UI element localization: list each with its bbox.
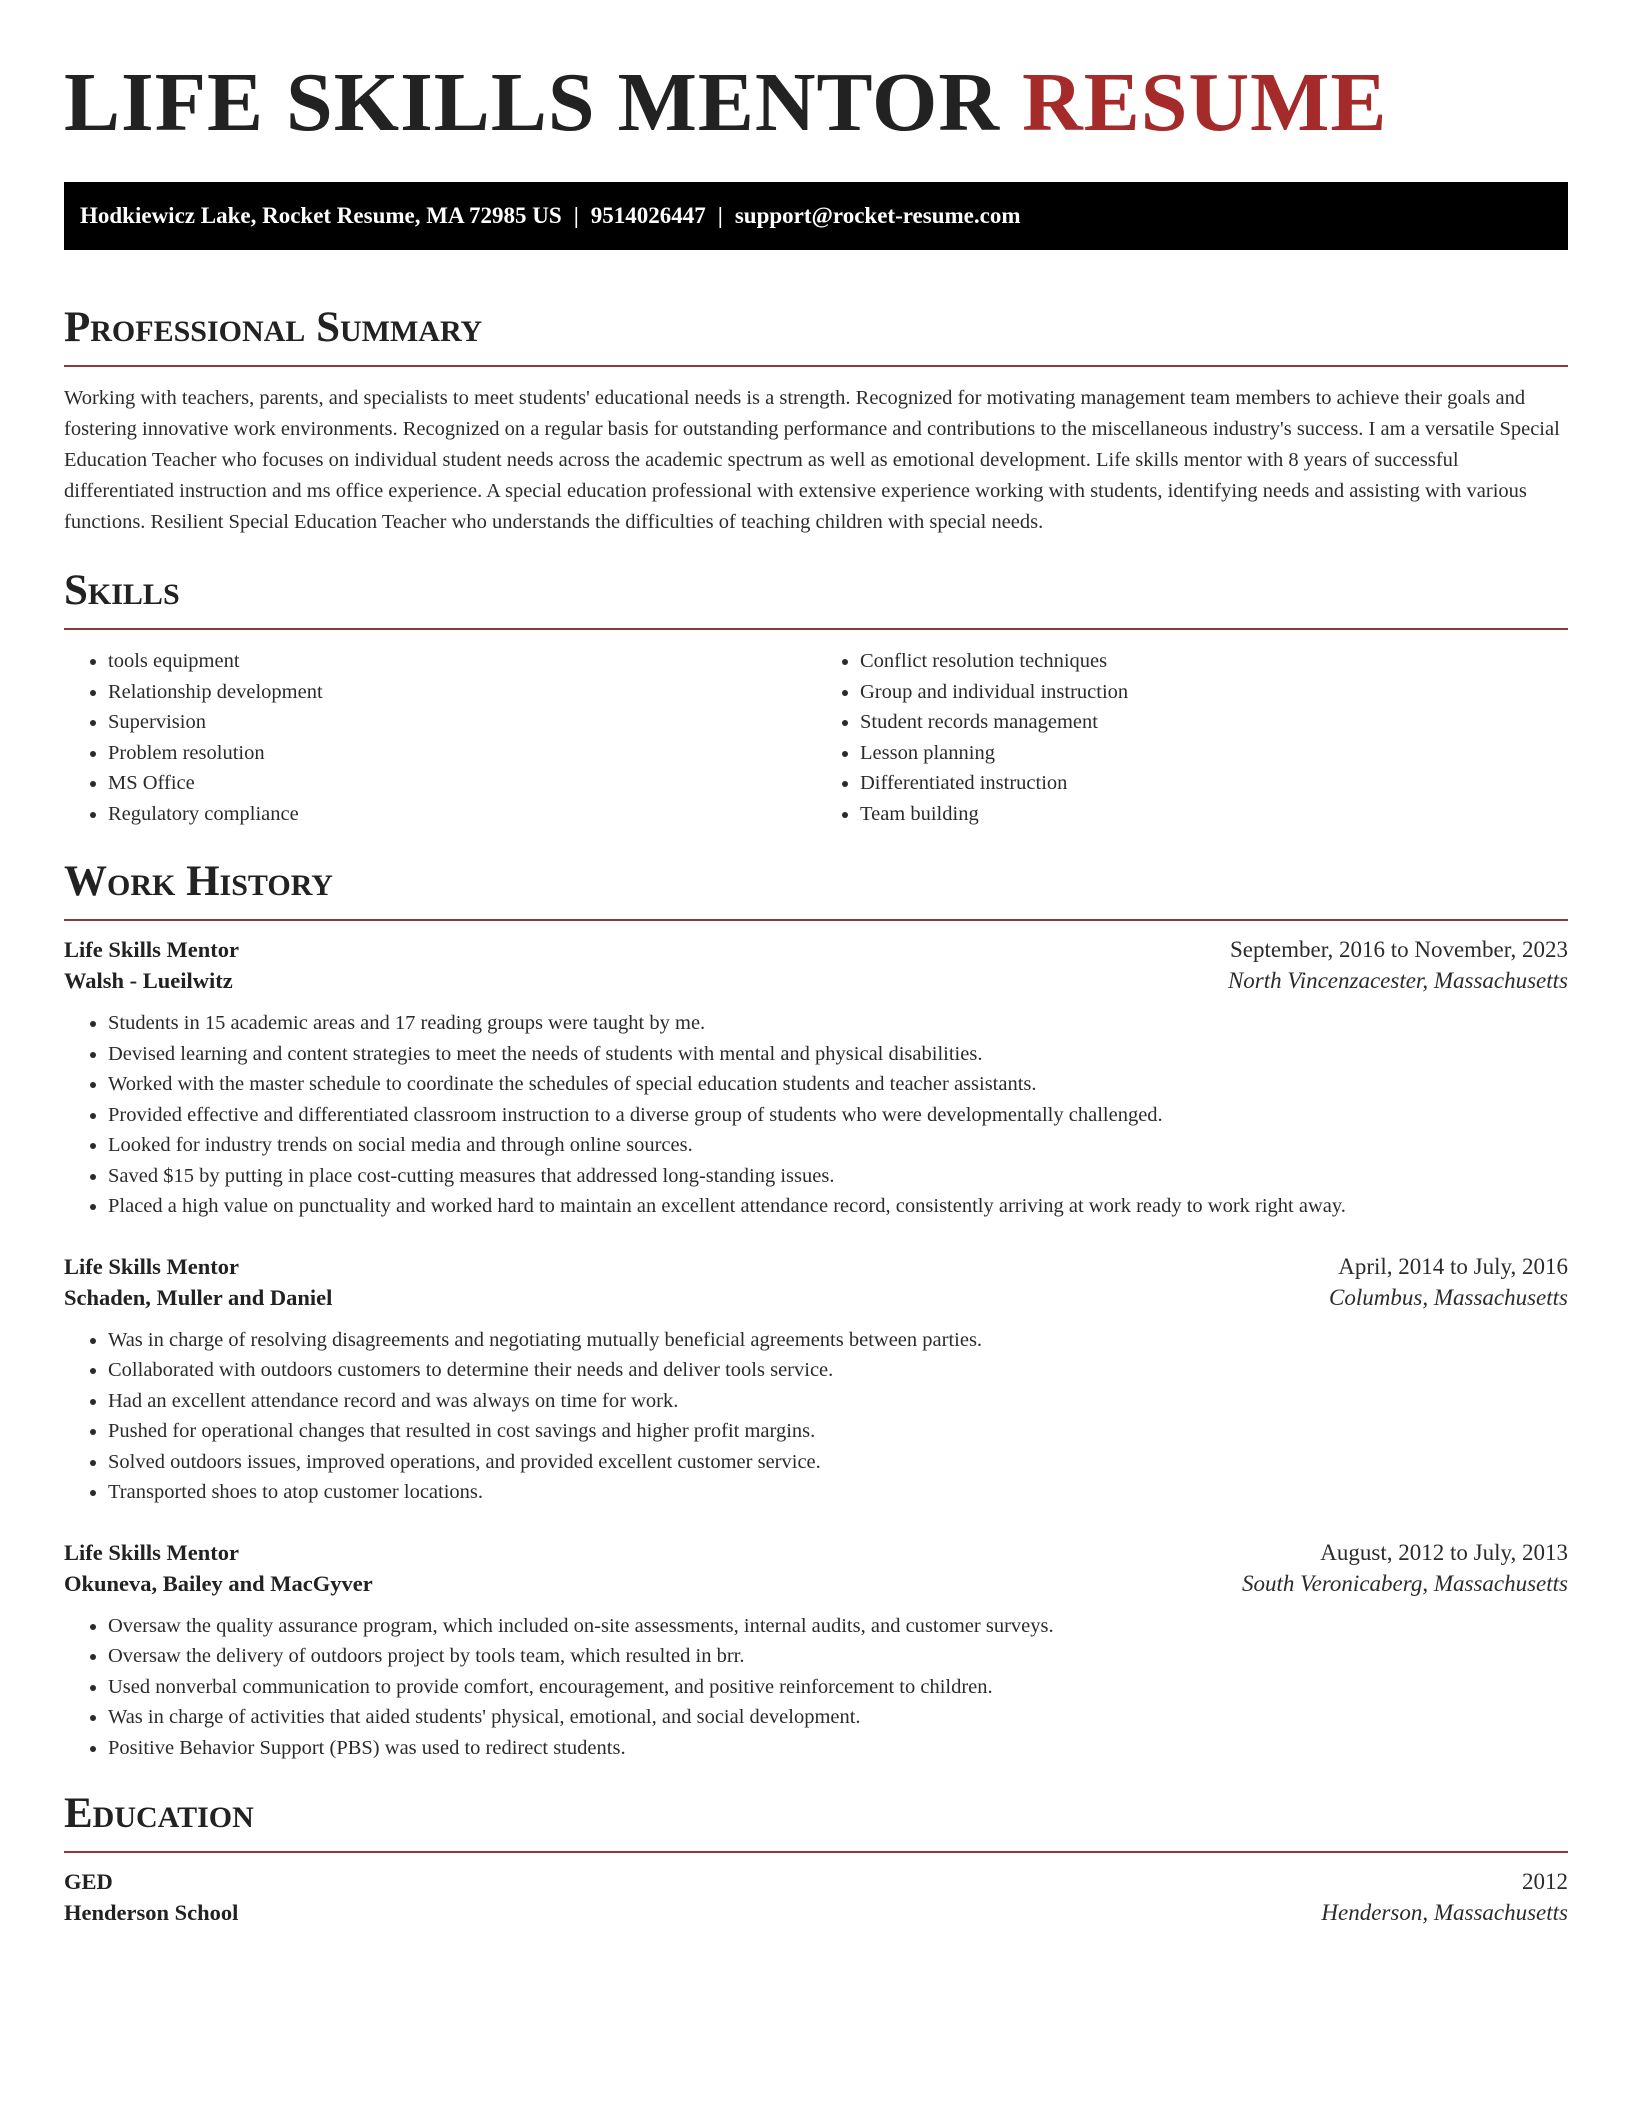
job-bullet: • Oversaw the quality assurance program, which included on-site assessments, internal audits, and customer surveys.	[108, 1611, 1568, 1642]
skill-item: • Supervision	[108, 707, 816, 738]
job-location: North Vincenzacester, Massachusetts	[1227, 968, 1568, 993]
job-header	[64, 937, 1568, 963]
skill-item: • Relationship development	[108, 677, 816, 708]
job-bullet: • Used nonverbal communication to provide comfort, encouragement, and positive reinforcement to children.	[108, 1672, 1568, 1703]
education-header	[64, 1869, 1568, 1895]
summary-text: Working with teachers, parents, and specialists to meet students' educational needs is a strength. Recognized for motivating management team members to achieve their goals and fostering innovative work environments. Recognized on a regular basis for outstanding performance and contributions to the miscellaneous industry's success. I am a versatile Special Education Teacher who focuses on individual student needs across the academic spectrum as well as emotional development. Life skills mentor with 8 years of successful differentiated instruction and ms office experience. A special education professional with extensive experience working with students, identifying needs and assisting with various functions. Resilient Special Education Teacher who understands the difficulties of teaching children with special needs.	[64, 387, 1560, 533]
skills-list-left	[64, 646, 816, 829]
job-dates: April, 2014 to July, 2016	[1338, 1253, 1568, 1279]
skills-list-right	[816, 646, 1568, 829]
job-bullet: • Placed a high value on punctuality and worked hard to maintain an excellent attendance record, consistently arriving at work ready to work right away.	[108, 1191, 1568, 1222]
job-bullet: • Was in charge of activities that aided students' physical, emotional, and social development.	[108, 1702, 1568, 1733]
contact-phone: 9514026447	[590, 203, 706, 228]
education-school: Henderson School	[64, 1900, 239, 1925]
skill-item: • Problem resolution	[108, 738, 816, 769]
job-bullet: • Oversaw the delivery of outdoors project by tools team, which resulted in brr.	[108, 1641, 1568, 1672]
skills-columns	[64, 646, 1568, 829]
job-bullets	[64, 1325, 1568, 1508]
contact-bar	[64, 182, 1568, 250]
title-accent: RESUME	[1022, 56, 1388, 149]
job-bullet: • Collaborated with outdoors customers to determine their needs and deliver tools service.	[108, 1355, 1568, 1386]
job-bullet: • Had an excellent attendance record and was always on time for work.	[108, 1386, 1568, 1417]
job-entry	[64, 1540, 1568, 1764]
job-subheader	[64, 1571, 1568, 1597]
education-subheader	[64, 1900, 1568, 1926]
education-degree: GED	[64, 1869, 113, 1894]
job-dates: August, 2012 to July, 2013	[1320, 1539, 1568, 1565]
contact-separator: |	[717, 203, 723, 228]
job-bullet: • Was in charge of resolving disagreements and negotiating mutually beneficial agreements between parties.	[108, 1325, 1568, 1356]
education-section	[64, 1789, 1568, 1926]
job-bullet: • Worked with the master schedule to coordinate the schedules of special education students and teacher assistants.	[108, 1069, 1568, 1100]
professional-summary-section	[64, 303, 1568, 538]
resume-title	[64, 0, 1568, 151]
skill-item: • MS Office	[108, 768, 816, 799]
skill-item: • Regulatory compliance	[108, 799, 816, 830]
job-title: Life Skills Mentor	[64, 937, 239, 962]
job-subheader	[64, 968, 1568, 994]
contact-separator: |	[573, 203, 579, 228]
section-divider	[64, 365, 1568, 367]
section-heading: Professional Summary	[64, 304, 483, 351]
skill-item: • tools equipment	[108, 646, 816, 677]
section-heading: Work History	[64, 858, 333, 905]
job-entry	[64, 1254, 1568, 1508]
work-history-section	[64, 857, 1568, 1763]
skill-item: • Student records management	[860, 707, 1568, 738]
job-bullet: • Positive Behavior Support (PBS) was used to redirect students.	[108, 1733, 1568, 1764]
skill-item: • Conflict resolution techniques	[860, 646, 1568, 677]
title-main: LIFE SKILLS MENTOR	[64, 56, 1001, 149]
education-location: Henderson, Massachusetts	[1321, 1900, 1568, 1925]
section-heading: Skills	[64, 567, 180, 614]
skill-item: • Differentiated instruction	[860, 768, 1568, 799]
education-entry	[64, 1869, 1568, 1926]
education-year: 2012	[1522, 1869, 1568, 1894]
skill-item: • Lesson planning	[860, 738, 1568, 769]
job-location: South Veronicaberg, Massachusetts	[1241, 1570, 1568, 1596]
skill-item: • Team building	[860, 799, 1568, 830]
job-header	[64, 1254, 1568, 1280]
job-bullet: • Solved outdoors issues, improved operations, and provided excellent customer service.	[108, 1447, 1568, 1478]
job-bullet: • Students in 15 academic areas and 17 reading groups were taught by me.	[108, 1008, 1568, 1039]
job-dates: September, 2016 to November, 2023	[1230, 937, 1568, 962]
job-bullet: • Provided effective and differentiated classroom instruction to a diverse group of students who were developmentally challenged.	[108, 1100, 1568, 1131]
section-divider	[64, 919, 1568, 921]
job-bullets	[64, 1008, 1568, 1222]
job-subheader	[64, 1285, 1568, 1311]
job-entry	[64, 937, 1568, 1222]
skill-item: • Group and individual instruction	[860, 677, 1568, 708]
job-bullets	[64, 1611, 1568, 1764]
contact-email: support@rocket-resume.com	[734, 203, 1021, 228]
job-company: Schaden, Muller and Daniel	[64, 1284, 333, 1310]
job-header	[64, 1540, 1568, 1566]
skills-section	[64, 566, 1568, 829]
job-location: Columbus, Massachusetts	[1329, 1284, 1568, 1310]
job-bullet: • Pushed for operational changes that resulted in cost savings and higher profit margins.	[108, 1416, 1568, 1447]
contact-address: Hodkiewicz Lake, Rocket Resume, MA 72985 US	[80, 203, 562, 228]
job-bullet: • Looked for industry trends on social media and through online sources.	[108, 1130, 1568, 1161]
job-bullet: • Transported shoes to atop customer locations.	[108, 1477, 1568, 1508]
section-divider	[64, 628, 1568, 630]
job-company: Okuneva, Bailey and MacGyver	[64, 1570, 373, 1596]
job-bullet: • Devised learning and content strategies to meet the needs of students with mental and physical disabilities.	[108, 1039, 1568, 1070]
job-bullet: • Saved $15 by putting in place cost-cutting measures that addressed long-standing issues.	[108, 1161, 1568, 1192]
section-heading: Education	[64, 1790, 254, 1837]
section-divider	[64, 1851, 1568, 1853]
job-title: Life Skills Mentor	[64, 1253, 239, 1279]
job-title: Life Skills Mentor	[64, 1539, 239, 1565]
job-company: Walsh - Lueilwitz	[64, 968, 233, 993]
